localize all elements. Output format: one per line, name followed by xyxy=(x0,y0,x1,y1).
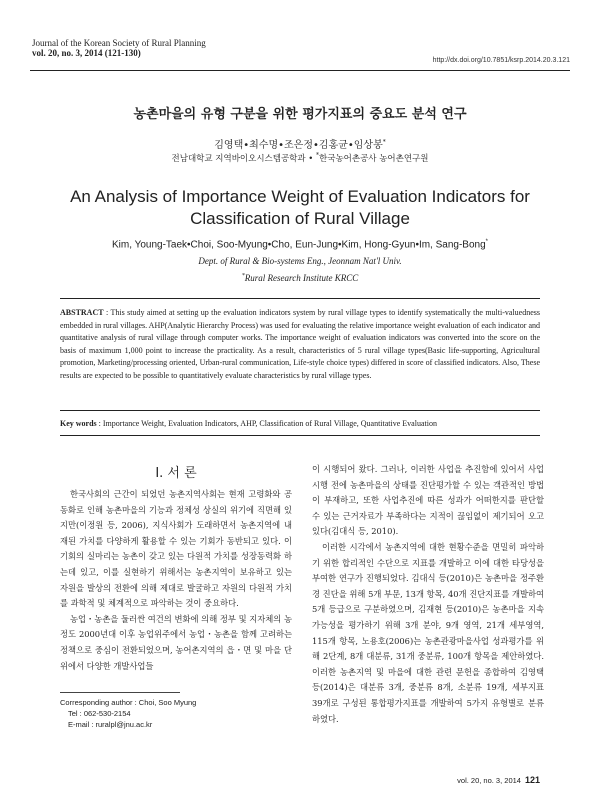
corresponding-tel: Tel : 062-530-2154 xyxy=(68,709,131,718)
right-column xyxy=(312,462,544,727)
korean-affiliation-mark: * xyxy=(316,152,320,160)
journal-header xyxy=(32,38,206,58)
journal-volume: vol. 20, no. 3, 2014 (121-130) xyxy=(32,48,141,58)
left-column xyxy=(60,487,292,674)
korean-affiliation-2: 한국농어촌공사 농어촌연구원 xyxy=(319,154,429,164)
affiliation-2-mark: * xyxy=(241,273,245,279)
korean-authors xyxy=(0,136,600,151)
keywords-label: Key words xyxy=(60,419,97,428)
english-authors xyxy=(0,239,600,250)
affiliation-1: Dept. of Rural & Bio-systems Eng., Jeonnam Nat'l Univ. xyxy=(198,256,402,266)
korean-authors-mark: * xyxy=(382,138,386,146)
corresponding-email[interactable]: E-mail : ruralpl@jnu.ac.kr xyxy=(68,720,153,729)
english-authors-mark: * xyxy=(485,239,488,245)
page-number: 121 xyxy=(524,775,540,785)
correspondence xyxy=(60,697,196,730)
english-authors-text: Kim, Young-Taek•Choi, Soo-Myung•Cho, Eun-Jung•Kim, Hong-Gyun•Im, Sang-Bong xyxy=(112,239,486,251)
korean-title: 농촌마을의 유형 구분을 위한 평가지표의 중요도 분석 연구 xyxy=(133,107,467,122)
abstract xyxy=(60,307,540,382)
paragraph: 한국사회의 근간이 되었던 농촌지역사회는 현재 고령화와 공동화로 인해 농촌마을의 기능과 정체성 상실의 위기에 직면해 있지만(이정원 등, 2006), 지식사회가 도래하면서 농촌지역에 내재된 가치를 다양하게 활용할 수 있는 기회가 동반되고 있다. 이 기회의 실마리는 농촌이 갖고 있는 다원적 가치를 성장동력화 하는데 있고, 이를 실현하기 위해서는 농촌지역이 보유하고 있는 자원을 발상의 전환에 의해 제대로 발굴하고 자원의 다원적 가치를 과학적 및 체계적으로 파악하는 것이 중요하다. xyxy=(60,489,292,609)
abstract-top-rule xyxy=(60,298,540,299)
journal-title: Journal of the Korean Society of Rural Planning xyxy=(32,38,206,48)
abstract-text: : This study aimed at setting up the evaluation indicators system by rural village types to identify systematically the multi-valuedness embedded in rural villages. AHP(Analytic Hierarchy Process) was used for evaluating the relative importance weight evaluation of each indicator and quantitative analysis of rural village through computer works. The importance weight of evaluation indicators was converted into the score on the basis of maximum 1,000 point to increase the practicality. As a result, characteristics of 5 rural village types(Basic life-supporting, Agricultural promotion, Marketing/processing oriented, Urban-rural communication, Life-style choice types) differed in score of classified indicators. Also, These results are expected to be possible to quantitatively evaluate characteristics by rural village types. xyxy=(60,308,540,380)
affiliation-2-text: Rural Research Institute KRCC xyxy=(244,273,359,283)
corresponding-author: Corresponding author : Choi, Soo Myung xyxy=(60,698,197,707)
paragraph: 이 시행되어 왔다. 그러나, 이러한 사업을 추진함에 있어서 사업시행 전에 농촌마을의 상태를 진단평가할 수 있는 객관적인 방법이 부재하고, 또한 사업추진에 따른 성과가 어떠한지를 판단할 수 있는 근거자료가 부족하다는 지적이 끊임없이 제기되어 오고 있다(김대식 등, 2010). xyxy=(312,464,544,537)
affiliation-2 xyxy=(0,273,600,283)
keywords xyxy=(60,419,540,428)
keywords-text: : Importance Weight, Evaluation Indicators, AHP, Classification of Rural Village, Quantitative Evaluation xyxy=(96,419,437,428)
abstract-label: ABSTRACT xyxy=(60,308,104,317)
abstract-bottom-rule xyxy=(60,410,540,411)
korean-authors-text: 김영택•최수명•조은정•김홍균•임상봉 xyxy=(214,140,383,151)
korean-affiliation-1: 전남대학교 지역바이오시스템공학과 • xyxy=(171,154,317,164)
page-footer xyxy=(457,775,540,785)
korean-affiliation xyxy=(0,152,600,164)
english-title: An Analysis of Importance Weight of Evaluation Indicators for Classification of Rural Village xyxy=(70,187,530,228)
keywords-rule xyxy=(60,435,540,436)
footer-volume: vol. 20, no. 3, 2014 xyxy=(457,776,521,785)
paragraph: 이러한 시각에서 농촌지역에 대한 현황수준을 면밀히 파악하기 위한 합리적인 수단으로 지표를 개발하고 이에 대한 타당성을 부여한 연구가 진행되었다. 김대식 등(2010)은 농촌마을 정주환경 진단을 위해 5개 부문, 13개 항목, 40개 진단지표를 개발하여 5개 등급으로 구분하였으며, 김재현 등(2010)은 농촌마을 지속가능성을 평가하기 위해 3개 분야, 9개 영역, 21개 세부영역, 115개 항목, 노용호(2006)는 농촌관광마을사업 성과평가를 위해 2단계, 8개 대분류, 31개 중분류, 100개 항목을 제안하였다. 이러한 농촌지역 및 마을에 대한 관련 문헌을 종합하여 김영택 등(2014)은 대분류 3개, 중분류 8개, 소분류 19개, 세부지표 39개로 구성된 통합평가지표를 개발하여 5가지 유형별로 분류하였다. xyxy=(312,541,544,724)
paragraph: 농업・농촌을 둘러싼 여건의 변화에 의해 정부 및 지자체의 농정도 2000년대 이후 농업위주에서 농업・농촌을 함께 고려하는 정책으로 중심이 전환되었으며, 농어촌지역의 읍・면 및 마을 단위에서 다양한 개발사업들 xyxy=(60,613,292,671)
footnote-rule xyxy=(60,692,180,693)
doi-link[interactable]: http://dx.doi.org/10.7851/ksrp.2014.20.3.121 xyxy=(432,57,570,64)
section-heading: Ⅰ. 서 론 xyxy=(155,466,197,481)
header-rule xyxy=(30,70,570,71)
